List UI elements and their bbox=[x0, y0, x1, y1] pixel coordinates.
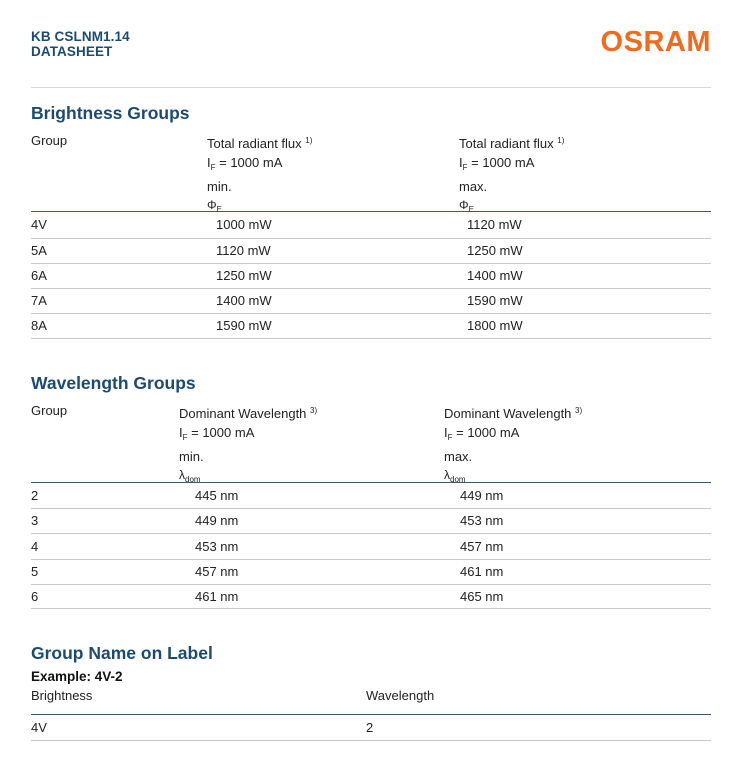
current-symbol: I bbox=[207, 155, 211, 170]
wavelength-symbol: λ bbox=[444, 468, 450, 482]
table-cell-max: 449 nm bbox=[460, 488, 504, 503]
row-divider bbox=[31, 740, 711, 741]
current-value: = 1000 mA bbox=[467, 155, 535, 170]
limit-label: max. bbox=[444, 449, 473, 464]
table-cell-group: 2 bbox=[31, 488, 39, 503]
document-type: DATASHEET bbox=[31, 44, 113, 59]
footnote-ref: 3) bbox=[310, 406, 318, 415]
wavelength-symbol: λ bbox=[179, 468, 185, 482]
row-divider bbox=[31, 608, 711, 609]
current-subscript: F bbox=[182, 433, 188, 442]
table-cell-max: 465 nm bbox=[460, 589, 504, 604]
header-param-name: Total radiant flux bbox=[459, 136, 554, 151]
flux-subscript: E bbox=[468, 205, 474, 214]
table-cell-min: 1120 mW bbox=[216, 243, 271, 258]
table-cell-group: 6A bbox=[31, 268, 47, 283]
row-divider bbox=[31, 338, 711, 339]
row-divider bbox=[31, 238, 711, 239]
label-col-wavelength-header: Wavelength bbox=[366, 688, 435, 703]
limit-label: min. bbox=[207, 179, 232, 194]
flux-subscript: E bbox=[216, 205, 222, 214]
table-cell-min: 445 nm bbox=[195, 488, 239, 503]
table-cell-group: 6 bbox=[31, 589, 39, 604]
table-cell-group: 5A bbox=[31, 243, 47, 258]
wavelength-col-group-header: Group bbox=[31, 403, 68, 418]
wavelength-col-max-header bbox=[444, 401, 582, 489]
table-cell-max: 1120 mW bbox=[467, 217, 522, 232]
brightness-col-max-header bbox=[459, 131, 564, 219]
header-param-name: Dominant Wavelength bbox=[179, 406, 307, 421]
wavelength-col-min-header bbox=[179, 401, 317, 489]
table-cell-group: 4V bbox=[31, 217, 47, 232]
table-cell-group: 3 bbox=[31, 513, 39, 528]
footnote-ref: 3) bbox=[575, 406, 583, 415]
row-divider bbox=[31, 288, 711, 289]
table-cell-max: 453 nm bbox=[460, 513, 504, 528]
table-cell-min: 1250 mW bbox=[216, 268, 272, 283]
row-divider bbox=[31, 559, 711, 560]
row-divider bbox=[31, 584, 711, 585]
header-param-name: Total radiant flux bbox=[207, 136, 302, 151]
row-divider bbox=[31, 313, 711, 314]
header-param-name: Dominant Wavelength bbox=[444, 406, 572, 421]
brightness-col-min-header bbox=[207, 131, 312, 219]
label-header-rule bbox=[31, 714, 711, 715]
table-cell-group: 7A bbox=[31, 293, 47, 308]
header-divider bbox=[31, 87, 711, 88]
table-cell-group: 4 bbox=[31, 539, 39, 554]
label-cell-wavelength: 2 bbox=[366, 720, 374, 735]
brightness-col-group-header: Group bbox=[31, 133, 68, 148]
current-subscript: F bbox=[462, 163, 468, 172]
table-cell-max: 461 nm bbox=[460, 564, 504, 579]
footnote-ref: 1) bbox=[557, 136, 565, 145]
table-cell-max: 457 nm bbox=[460, 539, 504, 554]
wavelength-subscript: dom bbox=[185, 475, 201, 484]
label-example: Example: 4V-2 bbox=[31, 669, 123, 684]
flux-symbol: Φ bbox=[207, 198, 217, 212]
current-subscript: F bbox=[210, 163, 216, 172]
brightness-section-title: Brightness Groups bbox=[31, 103, 190, 123]
table-cell-max: 1590 mW bbox=[467, 293, 523, 308]
osram-logo: OSRAM bbox=[600, 26, 711, 58]
current-value: = 1000 mA bbox=[215, 155, 283, 170]
table-cell-min: 461 nm bbox=[195, 589, 239, 604]
current-symbol: I bbox=[444, 425, 448, 440]
product-name: KB CSLNM1.14 bbox=[31, 29, 130, 44]
footnote-ref: 1) bbox=[305, 136, 313, 145]
limit-label: max. bbox=[459, 179, 488, 194]
current-value: = 1000 mA bbox=[452, 425, 520, 440]
wavelength-section-title: Wavelength Groups bbox=[31, 373, 196, 393]
row-divider bbox=[31, 508, 711, 509]
current-subscript: F bbox=[447, 433, 453, 442]
table-cell-min: 457 nm bbox=[195, 564, 239, 579]
table-cell-max: 1800 mW bbox=[467, 318, 523, 333]
table-cell-max: 1250 mW bbox=[467, 243, 523, 258]
brightness-header-rule bbox=[31, 211, 711, 212]
table-cell-group: 5 bbox=[31, 564, 39, 579]
wavelength-subscript: dom bbox=[450, 475, 466, 484]
row-divider bbox=[31, 263, 711, 264]
table-cell-group: 8A bbox=[31, 318, 47, 333]
table-cell-min: 1590 mW bbox=[216, 318, 272, 333]
current-symbol: I bbox=[179, 425, 183, 440]
label-cell-brightness: 4V bbox=[31, 720, 47, 735]
table-cell-min: 1400 mW bbox=[216, 293, 272, 308]
document-header bbox=[31, 29, 130, 59]
table-cell-max: 1400 mW bbox=[467, 268, 523, 283]
label-section-title: Group Name on Label bbox=[31, 643, 213, 663]
table-cell-min: 453 nm bbox=[195, 539, 239, 554]
table-cell-min: 449 nm bbox=[195, 513, 239, 528]
label-col-brightness-header: Brightness bbox=[31, 688, 93, 703]
table-cell-min: 1000 mW bbox=[216, 217, 272, 232]
row-divider bbox=[31, 533, 711, 534]
flux-symbol: Φ bbox=[459, 198, 469, 212]
wavelength-header-rule bbox=[31, 482, 711, 483]
current-symbol: I bbox=[459, 155, 463, 170]
limit-label: min. bbox=[179, 449, 204, 464]
current-value: = 1000 mA bbox=[187, 425, 255, 440]
